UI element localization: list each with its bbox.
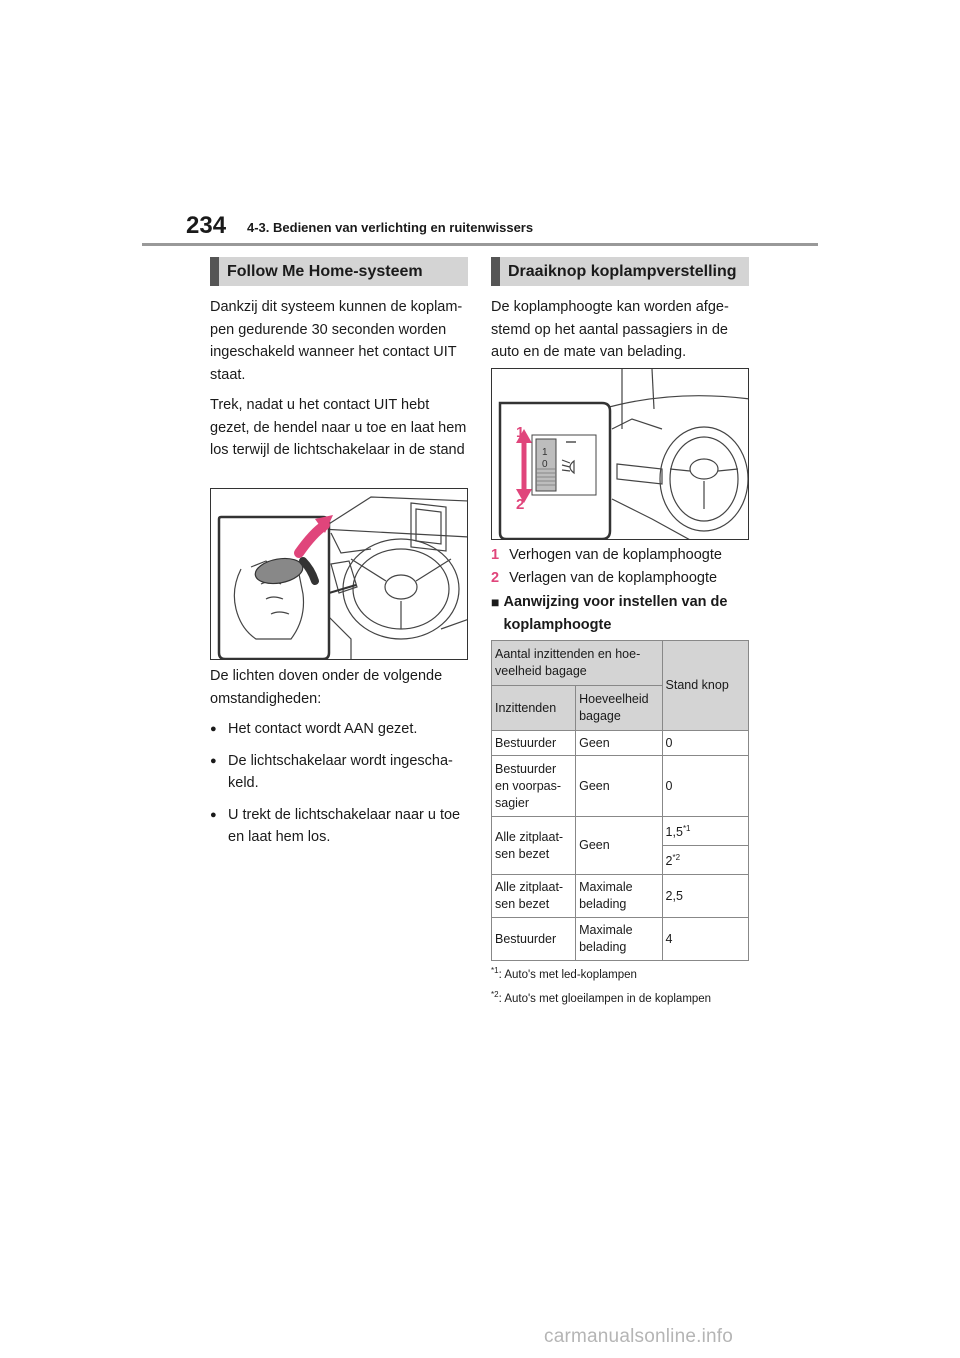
callout-item xyxy=(491,567,753,590)
header-rule xyxy=(142,243,818,246)
table-row xyxy=(492,918,749,961)
subheading-text: Aanwijzing voor instellen van de koplamphoogte xyxy=(503,594,728,633)
table-cell: Bestuurder en voorpas-sagier xyxy=(492,756,576,817)
table-cell: Maximale belading xyxy=(576,918,662,961)
section-title-headlight-leveling: Draaiknop koplampverstelling xyxy=(491,257,749,286)
table-cell: Alle zitplaat-sen bezet xyxy=(492,875,576,918)
arrow-label-2: 2 xyxy=(516,496,525,513)
condition-item: ● U trekt de lichtschakelaar naar u toe en laat hem los. xyxy=(210,804,472,849)
table-cell: Alle zitplaat-sen bezet xyxy=(492,817,576,875)
table-cell: Maximale belading xyxy=(576,875,662,918)
table-cell: Bestuurder xyxy=(492,731,576,756)
footnote-text: : Auto's met gloeilampen in de koplampen xyxy=(498,992,712,1005)
arrow-label-1: 1 xyxy=(516,424,525,441)
table-head-group: Aantal inzittenden en hoe-veelheid bagage xyxy=(492,641,663,686)
left-para-2-text: Trek, nadat u het contact UIT hebt gezet, de hendel naar u toe en laat hem los terwijl de lichtschakelaar in de stand xyxy=(210,397,467,458)
condition-item: ● Het contact wordt AAN gezet. xyxy=(210,718,472,741)
dial-label-1: 1 xyxy=(542,447,548,458)
table-cell: Geen xyxy=(576,731,662,756)
subheading xyxy=(491,591,753,636)
table-cell: Geen xyxy=(576,817,662,875)
table-head-knob: Stand knop xyxy=(662,641,748,731)
callout-list xyxy=(491,544,753,636)
table-cell: Bestuurder xyxy=(492,918,576,961)
left-para-3: De lichten doven onder de volgende omstandigheden: xyxy=(210,668,443,707)
left-body xyxy=(210,296,472,515)
page-number: 234 xyxy=(186,212,227,239)
callout-text: Verlagen van de koplamphoogte xyxy=(509,569,718,586)
section-title-follow-me-home: Follow Me Home-systeem xyxy=(210,257,468,286)
square-bullet-icon: ■ xyxy=(491,594,500,610)
table-cell: 2,5 xyxy=(662,875,748,918)
footnote-ref: *2 xyxy=(672,853,681,863)
table-row xyxy=(492,756,749,817)
right-para-1: De koplamphoogte kan worden afge-stemd op het aantal passagiers in de auto en de mate van belading. xyxy=(491,299,729,360)
chapter-title: 4-3. Bedienen van verlichting en ruitenwissers xyxy=(247,220,534,235)
callout-number: 1 xyxy=(491,547,500,563)
condition-item: ● De lichtschakelaar wordt ingescha-keld. xyxy=(210,750,472,795)
table-cell xyxy=(662,817,748,846)
callout-item xyxy=(491,544,753,567)
dial-label-0: 0 xyxy=(542,459,548,470)
leveling-dial-illustration xyxy=(492,369,749,540)
footnote-text: : Auto's met led-koplampen xyxy=(498,968,637,981)
table-cell: 0 xyxy=(662,731,748,756)
table-row xyxy=(492,817,749,846)
left-body-2 xyxy=(210,665,472,858)
footnote-mark: *2 xyxy=(491,990,499,999)
cell-value: 2 xyxy=(665,854,673,869)
follow-me-home-illustration xyxy=(210,488,468,660)
conditions-list xyxy=(210,718,472,849)
table-head-luggage: Hoeveelheid bagage xyxy=(576,686,662,731)
left-para-1: Dankzij dit systeem kunnen de koplam-pen gedurende 30 seconden worden ingeschakeld wanneer het contact UIT staat. xyxy=(210,299,463,383)
lever-pull-illustration xyxy=(211,489,468,660)
table-cell: 4 xyxy=(662,918,748,961)
table-row xyxy=(492,875,749,918)
table-row xyxy=(492,731,749,756)
footnote-ref: *1 xyxy=(682,824,691,834)
cell-value: 1,5 xyxy=(665,825,683,840)
table-head-occupants: Inzittenden xyxy=(492,686,576,731)
table-cell: 0 xyxy=(662,756,748,817)
footnote xyxy=(491,966,761,981)
headlight-leveling-illustration xyxy=(491,368,749,540)
callout-number: 2 xyxy=(491,569,500,586)
table-cell xyxy=(662,846,748,875)
watermark: carmanualsonline.info xyxy=(544,1326,734,1347)
footnote xyxy=(491,990,761,1005)
leveling-table xyxy=(491,640,749,961)
table-cell: Geen xyxy=(576,756,662,817)
footnote-mark: *1 xyxy=(491,966,499,975)
callout-text: Verhogen van de koplamphoogte xyxy=(509,547,722,563)
